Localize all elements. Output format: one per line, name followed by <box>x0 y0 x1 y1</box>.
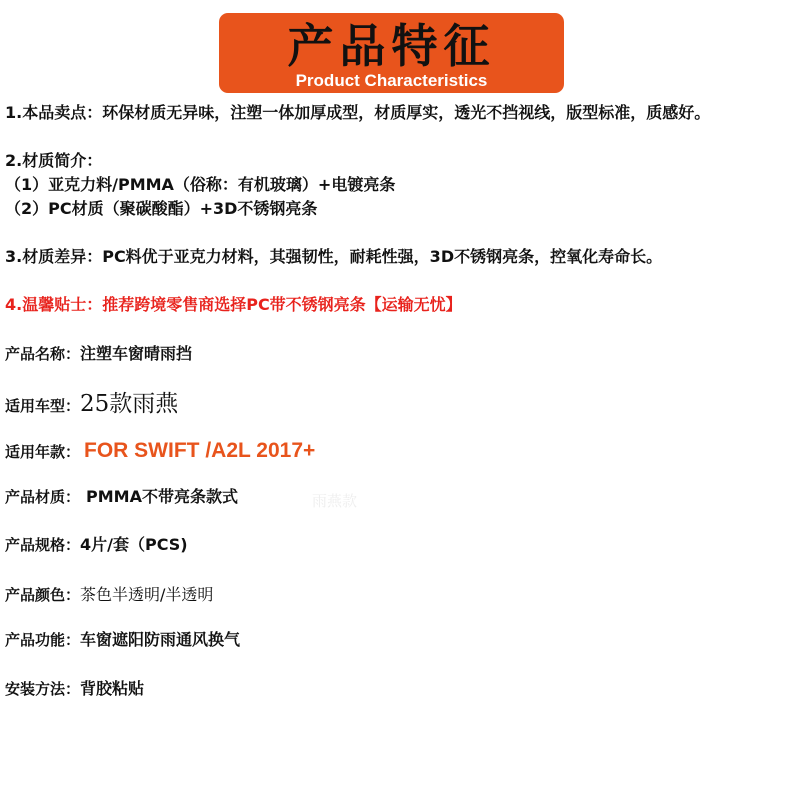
material-difference: 3.材质差异：PC料优于亚克力材料，其强韧性，耐耗性强，3D不锈钢亮条，控氧化寿命长。 <box>5 247 663 266</box>
material-option-2: （2）PC材质（聚碳酸酯）+3D不锈钢亮条 <box>5 199 318 218</box>
spec-label: 产品功能： <box>5 631 81 649</box>
spec-function <box>5 630 240 650</box>
spec-material <box>5 487 238 507</box>
spec-value: 4片/套（PCS) <box>80 535 188 554</box>
spec-value: 25款雨燕 <box>80 391 179 417</box>
spec-value: 背胶粘贴 <box>80 679 145 698</box>
spec-value: 注塑车窗晴雨挡 <box>80 344 193 363</box>
spec-value: 茶色半透明/半透明 <box>80 585 214 604</box>
spec-color <box>5 585 213 605</box>
spec-value: PMMA不带亮条款式 <box>86 487 238 506</box>
spec-product-name <box>5 344 192 364</box>
selling-point: 1.本品卖点：环保材质无异味，注塑一体加厚成型，材质厚实，透光不挡视线，版型标准，质感好。 <box>5 103 711 122</box>
spec-label: 产品名称： <box>5 345 81 363</box>
spec-label: 安装方法： <box>5 680 81 698</box>
spec-size <box>5 535 188 555</box>
banner-title: 产品特征 <box>287 19 496 73</box>
banner-subtitle: Product Characteristics <box>295 71 488 90</box>
spec-label: 产品颜色： <box>5 586 81 604</box>
spec-year <box>5 438 315 465</box>
spec-label: 适用年款： <box>5 443 81 461</box>
spec-car-model <box>5 390 178 420</box>
material-option-1: （1）亚克力料/PMMA（俗称：有机玻璃）+电镀亮条 <box>5 175 396 194</box>
spec-install <box>5 679 144 699</box>
header-banner <box>219 13 564 93</box>
spec-label: 产品规格： <box>5 536 81 554</box>
spec-value: 车窗遮阳防雨通风换气 <box>80 630 241 649</box>
spec-label: 产品材质： <box>5 488 81 506</box>
watermark-text: 雨燕款 <box>312 492 358 510</box>
tips-note: 4.温馨贴士：推荐跨境零售商选择PC带不锈钢亮条【运输无忧】 <box>5 295 462 314</box>
material-intro-title: 2.材质简介： <box>5 151 103 170</box>
spec-label: 适用车型： <box>5 397 81 415</box>
spec-value: FOR SWIFT /A2L 2017+ <box>84 439 316 462</box>
